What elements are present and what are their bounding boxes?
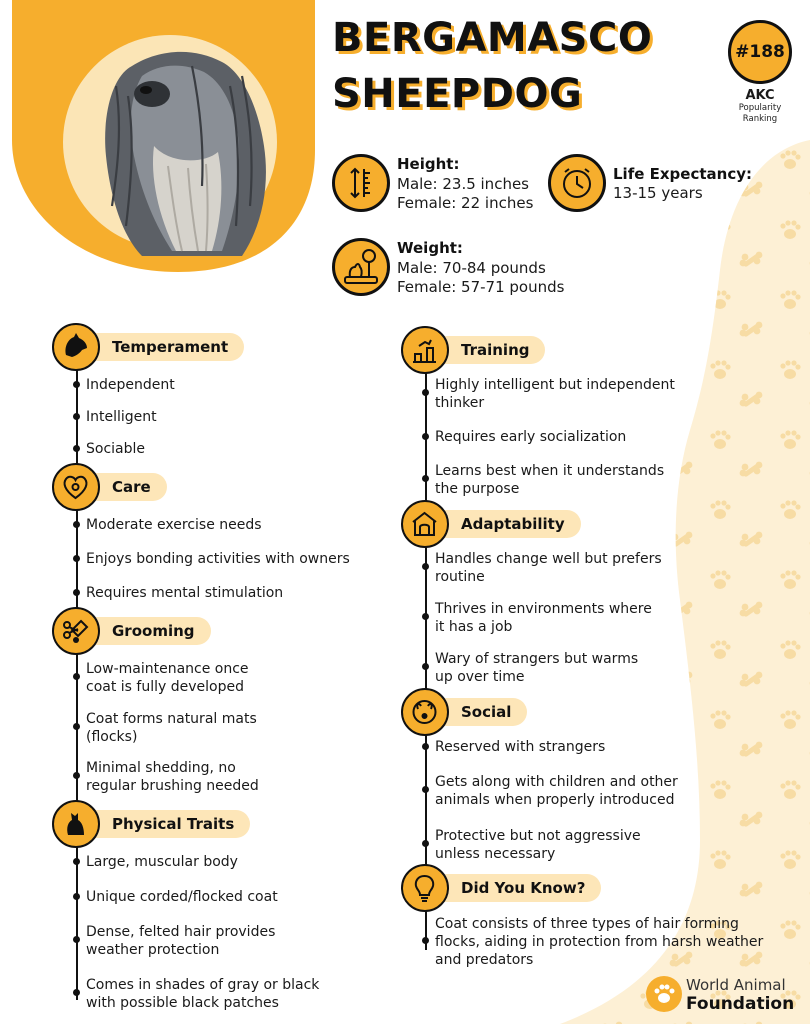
bullet-dot: [73, 772, 80, 779]
grooming-item-3-line1: Minimal shedding, no: [86, 760, 236, 776]
section-title-physical-traits: Physical Traits: [82, 810, 250, 838]
section-title-temperament: Temperament: [82, 333, 244, 361]
grooming-tools-icon: [52, 607, 100, 655]
adaptability-item-2: [435, 600, 652, 636]
bullet-dot: [73, 989, 80, 996]
adaptability-item-3: [435, 650, 638, 686]
care-item-2: Enjoys bonding activities with owners: [86, 551, 350, 567]
section-title-care: Care: [82, 473, 167, 501]
grooming-item-1: [86, 660, 249, 696]
right-timeline-line: [425, 370, 427, 950]
temperament-item-1: Independent: [86, 377, 175, 393]
physical-item-3: [86, 923, 275, 959]
adaptability-item-2-line2: it has a job: [435, 619, 513, 635]
dog-face-heart-icon: [401, 688, 449, 736]
life-expectancy-title: Life Expectancy:: [613, 165, 752, 183]
heart-paw-icon: [52, 463, 100, 511]
care-item-3: Requires mental stimulation: [86, 585, 284, 601]
did-you-know-line1: Coat consists of three types of hair forming: [435, 916, 739, 932]
social-item-3-line2: unless necessary: [435, 846, 556, 862]
scale-icon: [332, 238, 390, 296]
height-ruler-icon: [332, 154, 390, 212]
akc-rank-badge: #188: [728, 20, 792, 84]
bullet-dot: [73, 445, 80, 452]
dog-house-icon: [401, 500, 449, 548]
page-title-line1: BERGAMASCO: [332, 15, 653, 61]
bullet-dot: [422, 840, 429, 847]
adaptability-item-1: [435, 550, 662, 586]
section-title-grooming: Grooming: [82, 617, 211, 645]
height-title: Height:: [397, 155, 460, 173]
social-item-2: [435, 773, 678, 809]
social-item-3: [435, 827, 641, 863]
clock-icon: [548, 154, 606, 212]
physical-item-3-line2: weather protection: [86, 942, 220, 958]
training-item-1-line1: Highly intelligent but independent: [435, 377, 675, 393]
bullet-dot: [422, 389, 429, 396]
social-item-3-line1: Protective but not aggressive: [435, 828, 641, 844]
bullet-dot: [422, 663, 429, 670]
section-title-training: Training: [431, 336, 545, 364]
adaptability-item-1-line2: routine: [435, 569, 485, 585]
paw-logo-icon: [646, 976, 682, 1012]
bullet-dot: [73, 673, 80, 680]
training-item-3-line1: Learns best when it understands: [435, 463, 665, 479]
did-you-know-item-1: [435, 915, 763, 969]
bullet-dot: [422, 786, 429, 793]
akc-sublabel-line2: Ranking: [742, 114, 778, 124]
bullet-dot: [422, 937, 429, 944]
bullet-dot: [422, 475, 429, 482]
bullet-dot: [73, 723, 80, 730]
adaptability-item-3-line1: Wary of strangers but warms: [435, 651, 639, 667]
bullet-dot: [73, 589, 80, 596]
agility-dog-icon: [401, 326, 449, 374]
training-item-1: [435, 376, 675, 412]
adaptability-item-3-line2: up over time: [435, 669, 525, 685]
bullet-dot: [73, 893, 80, 900]
care-item-1: Moderate exercise needs: [86, 517, 262, 533]
logo-text-line1: World Animal: [686, 976, 786, 994]
section-title-social: Social: [431, 698, 527, 726]
physical-item-3-line1: Dense, felted hair provides: [86, 924, 276, 940]
life-expectancy-value: 13-15 years: [613, 184, 703, 202]
social-item-2-line1: Gets along with children and other: [435, 774, 678, 790]
weight-male: Male: 70-84 pounds: [397, 259, 546, 277]
bullet-dot: [422, 613, 429, 620]
did-you-know-line2: flocks, aiding in protection from harsh weather: [435, 934, 764, 950]
physical-item-4: [86, 976, 319, 1012]
physical-item-1: Large, muscular body: [86, 854, 238, 870]
social-item-2-line2: animals when properly introduced: [435, 792, 675, 808]
grooming-item-3-line2: regular brushing needed: [86, 778, 259, 794]
height-male: Male: 23.5 inches: [397, 175, 529, 193]
bullet-dot: [422, 743, 429, 750]
dog-portrait: [72, 36, 277, 258]
grooming-item-2: [86, 710, 257, 746]
bullet-dot: [73, 381, 80, 388]
training-item-3-line2: the purpose: [435, 481, 520, 497]
did-you-know-line3: and predators: [435, 952, 534, 968]
weight-title: Weight:: [397, 239, 463, 257]
lightbulb-icon: [401, 864, 449, 912]
grooming-item-2-line1: Coat forms natural mats: [86, 711, 257, 727]
bullet-dot: [73, 521, 80, 528]
akc-label: AKC: [745, 88, 775, 103]
bullet-dot: [73, 936, 80, 943]
bullet-dot: [73, 555, 80, 562]
physical-item-4-line1: Comes in shades of gray or black: [86, 977, 320, 993]
akc-sublabel-line1: Popularity: [738, 103, 782, 113]
bullet-dot: [73, 413, 80, 420]
grooming-item-1-line1: Low-maintenance once: [86, 661, 249, 677]
akc-sublabel: [712, 103, 808, 125]
dog-head-icon: [52, 323, 100, 371]
grooming-item-3: [86, 759, 259, 795]
section-title-did-you-know: Did You Know?: [431, 874, 601, 902]
logo-text-line2: Foundation: [686, 994, 795, 1014]
sitting-dog-icon: [52, 800, 100, 848]
temperament-item-2: Intelligent: [86, 409, 157, 425]
grooming-item-1-line2: coat is fully developed: [86, 679, 244, 695]
section-title-adaptability: Adaptability: [431, 510, 581, 538]
training-item-3: [435, 462, 664, 498]
bullet-dot: [422, 433, 429, 440]
adaptability-item-1-line1: Handles change well but prefers: [435, 551, 662, 567]
weight-female: Female: 57-71 pounds: [397, 278, 565, 296]
bullet-dot: [73, 858, 80, 865]
page-title-line2: SHEEPDOG: [332, 71, 583, 117]
temperament-item-3: Sociable: [86, 441, 146, 457]
training-item-2: Requires early socialization: [435, 429, 627, 445]
training-item-1-line2: thinker: [435, 395, 485, 411]
physical-item-2: Unique corded/flocked coat: [86, 889, 278, 905]
bullet-dot: [422, 563, 429, 570]
social-item-1: Reserved with strangers: [435, 739, 606, 755]
height-female: Female: 22 inches: [397, 194, 534, 212]
adaptability-item-2-line1: Thrives in environments where: [435, 601, 652, 617]
physical-item-4-line2: with possible black patches: [86, 995, 279, 1011]
grooming-item-2-line2: (flocks): [86, 729, 138, 745]
